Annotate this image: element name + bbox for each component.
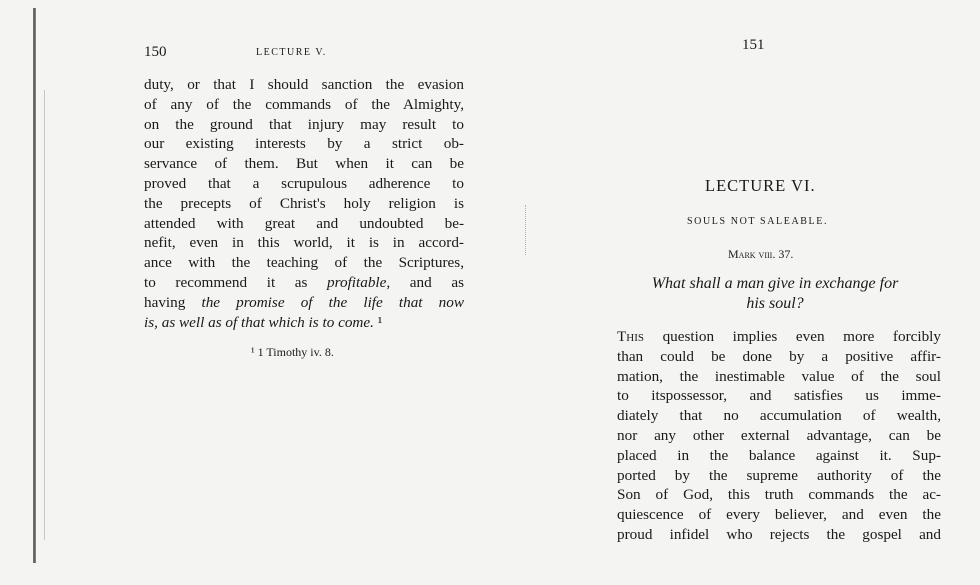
text-line: nefit, even in this world, it is in accord- (144, 234, 464, 252)
text-line: than could be done by a positive affir- (617, 347, 941, 365)
text-line (144, 313, 464, 333)
text-segment: and as (390, 273, 464, 291)
text-line: ported by the supreme authority of the (617, 466, 941, 484)
text-line: placed in the balance against it. Sup- (617, 446, 941, 464)
text-segment: having (144, 293, 202, 311)
text-segment: to recommend it as (144, 273, 328, 291)
text-line: the precepts of Christ's holy religion is (144, 194, 464, 212)
drop-word: This (617, 328, 645, 345)
verse-reference: Mark viii. 37. (728, 247, 794, 261)
lecture-subtitle: SOULS NOT SALEABLE. (687, 216, 829, 227)
lecture-title: LECTURE VI. (705, 176, 816, 195)
text-line: to itspossessor, and satisfies us imme- (617, 387, 941, 405)
page-number-right: 151 (742, 37, 765, 53)
text-line (617, 327, 941, 347)
text-line: quiescence of every believer, and even the (617, 506, 941, 524)
emphasis-to-come: is, as well as of that which is to come. (144, 313, 374, 331)
text-line: servance of them. But when it can be (144, 155, 464, 173)
text-line: proved that a scrupulous adherence to (144, 174, 464, 192)
binding-edge (44, 90, 45, 540)
emphasis-profitable: profitable, (327, 273, 391, 291)
text-line (144, 273, 464, 293)
footnote: ¹ 1 Timothy iv. 8. (251, 345, 334, 359)
text-line: on the ground that injury may result to (144, 115, 464, 133)
right-page-body (617, 327, 941, 545)
text-line: Son of God, this truth commands the ac- (617, 486, 941, 504)
text-line: diately that no accumulation of wealth, (617, 407, 941, 425)
text-line: proud infidel who rejects the gospel and (617, 525, 941, 543)
text-line: our existing interests by a strict ob- (144, 135, 464, 153)
text-line: duty, or that I should sanction the evasion (144, 76, 464, 93)
text-line: mation, the inestimable value of the soul (617, 367, 941, 385)
footnote-mark: ¹ (373, 313, 383, 331)
text-segment: question implies even more forcibly (644, 328, 941, 345)
gutter-specks (525, 205, 534, 255)
left-page-body (144, 75, 464, 332)
epigraph-line: What shall a man give in exchange for (651, 275, 899, 292)
epigraph-line: his soul? (746, 295, 804, 312)
epigraph (616, 274, 934, 314)
text-line: nor any other external advantage, can be (617, 426, 941, 444)
text-line: ance with the teaching of the Scriptures, (144, 254, 464, 272)
page-number-left: 150 (144, 44, 167, 60)
text-line: attended with great and undoubted be- (144, 214, 464, 232)
emphasis-promise: the promise of the life that now (201, 293, 464, 311)
binding-shadow (33, 8, 36, 563)
text-line: of any of the commands of the Almighty, (144, 95, 464, 113)
running-title: LECTURE V. (256, 47, 327, 58)
text-line (144, 293, 464, 313)
